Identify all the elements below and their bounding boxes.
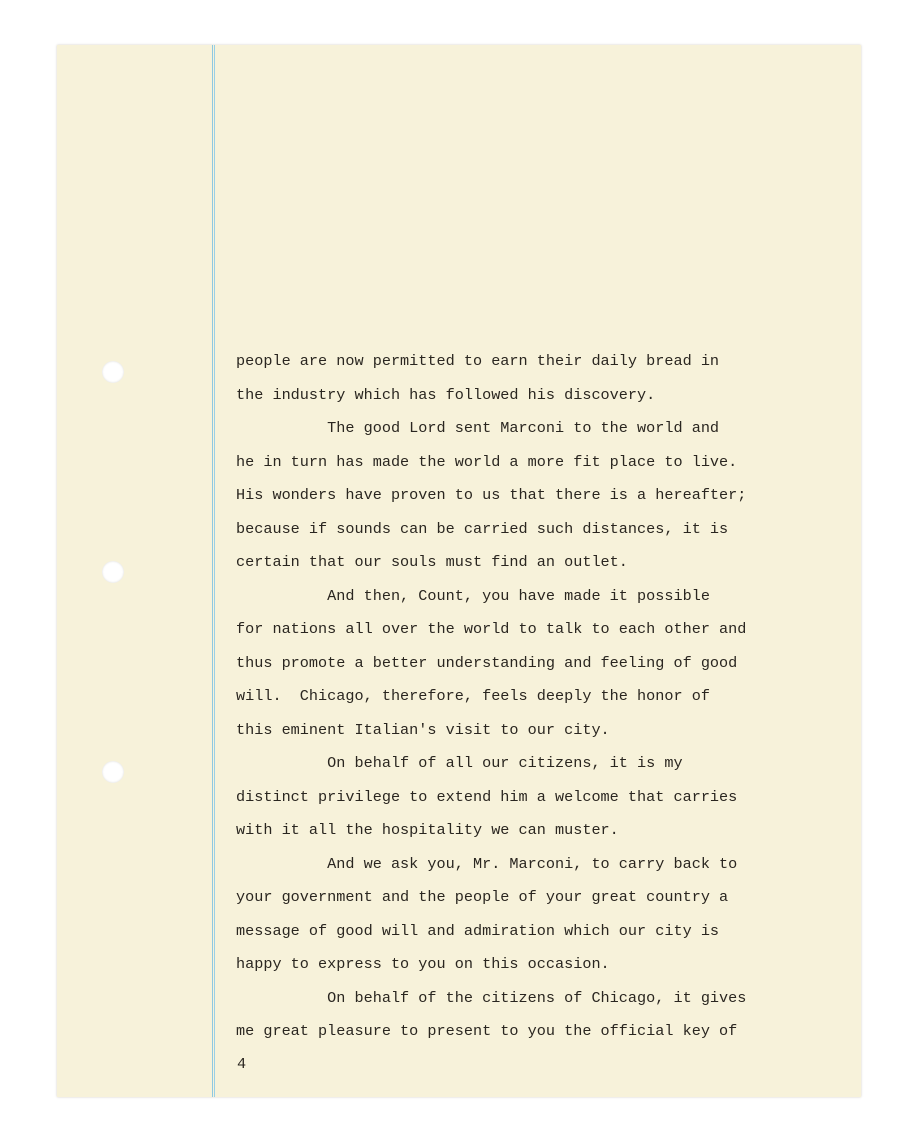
- text-line: His wonders have proven to us that there is a hereafter;: [236, 486, 747, 504]
- text-line: people are now permitted to earn their daily bread in: [236, 352, 720, 370]
- text-line: me great pleasure to present to you the official key of: [236, 1022, 738, 1040]
- text-line: On behalf of the citizens of Chicago, it gives: [236, 988, 747, 1007]
- margin-rule: [212, 45, 215, 1097]
- punch-hole-middle: [102, 561, 124, 583]
- text-line: And we ask you, Mr. Marconi, to carry back to: [236, 854, 738, 873]
- text-line: will. Chicago, therefore, feels deeply the honor of: [236, 687, 710, 705]
- typed-text-block: [236, 345, 836, 1049]
- text-line: The good Lord sent Marconi to the world and: [236, 419, 720, 437]
- text-line: he in turn has made the world a more fit place to live.: [236, 452, 738, 471]
- text-line: for nations all over the world to talk to each other and: [236, 620, 747, 638]
- text-line: distinct privilege to extend him a welcome that carries: [236, 787, 738, 806]
- paper-page: [57, 45, 861, 1097]
- text-line: the industry which has followed his discovery.: [236, 385, 656, 404]
- page-number: 4: [237, 1055, 247, 1073]
- text-line: this eminent Italian's visit to our city.: [236, 720, 610, 739]
- text-line: happy to express to you on this occasion.: [236, 955, 610, 973]
- punch-hole-top: [102, 361, 124, 383]
- text-line: thus promote a better understanding and feeling of good: [236, 653, 738, 672]
- text-line: because if sounds can be carried such distances, it is: [236, 519, 729, 538]
- text-line: message of good will and admiration which our city is: [236, 921, 720, 940]
- text-line: with it all the hospitality we can muster.: [236, 821, 619, 839]
- text-line: your government and the people of your great country a: [236, 888, 729, 906]
- text-line: certain that our souls must find an outlet.: [236, 553, 628, 571]
- text-line: And then, Count, you have made it possible: [236, 586, 710, 605]
- text-line: On behalf of all our citizens, it is my: [236, 754, 683, 772]
- punch-hole-bottom: [102, 761, 124, 783]
